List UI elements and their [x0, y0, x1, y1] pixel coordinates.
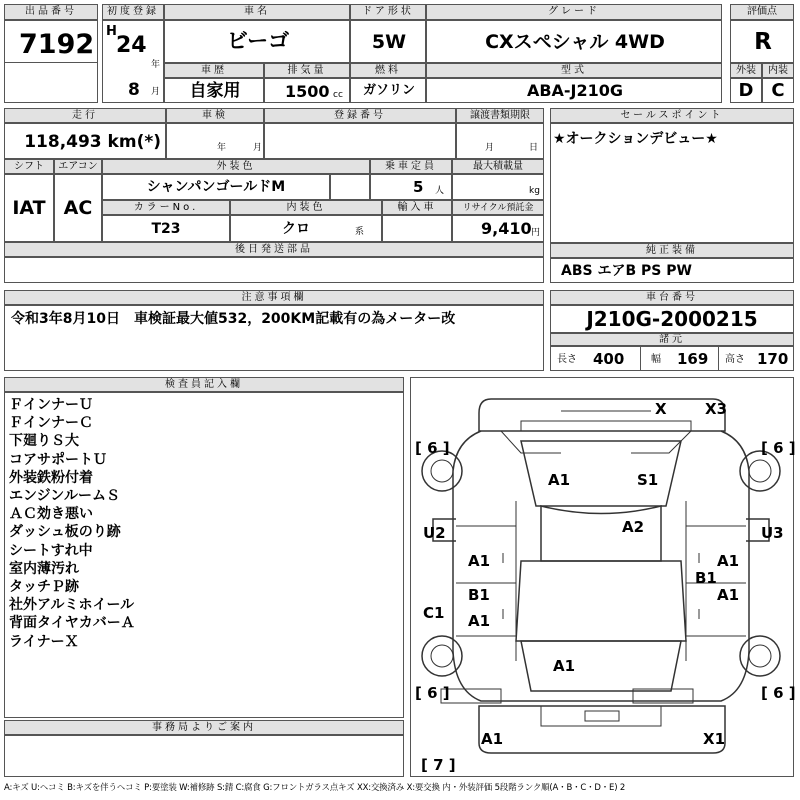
- mark-hood-left: A1: [548, 471, 571, 489]
- model-code-header: 型式: [426, 63, 722, 78]
- era: H: [106, 24, 117, 39]
- ext-color-box: [102, 174, 330, 200]
- inspector-note: ＡＣ効き悪い: [9, 506, 93, 523]
- ext-color-header: 外装色: [102, 159, 370, 174]
- car-outline: [411, 378, 793, 776]
- capacity: 5: [413, 178, 424, 196]
- sales-point: ★オークションデビュー★: [553, 131, 718, 147]
- aircon: AC: [63, 197, 93, 219]
- interior-score: C: [771, 80, 785, 101]
- mileage: 118,493 km(*): [24, 132, 161, 152]
- lot-no-header: 出品番号: [4, 4, 98, 20]
- later-parts-header: 後日発送部品: [4, 242, 544, 257]
- inspector-note: タッチＰ跡: [9, 579, 79, 596]
- import-box: [382, 215, 452, 242]
- max-load-box: [452, 174, 544, 200]
- chassis-header: 車台番号: [550, 290, 794, 305]
- reg-no-box: [264, 123, 456, 159]
- year-unit: 年: [151, 60, 161, 70]
- width-label: 幅: [651, 354, 661, 365]
- caution-header: 注意事項欄: [4, 290, 544, 305]
- inspection-header: 車検: [166, 108, 264, 123]
- grade-header: グレード: [426, 4, 722, 20]
- transfer-day-unit: 日: [529, 143, 539, 153]
- mark-tire-rr: [ 6 ]: [761, 684, 796, 702]
- exterior-header: 外装: [730, 63, 762, 78]
- aircon-header: エアコン: [54, 159, 102, 174]
- mark-tire-rl: [ 6 ]: [415, 684, 450, 702]
- grade: CXスペシャル 4WD: [485, 31, 665, 53]
- mark-roof-front: A2: [622, 518, 645, 536]
- aircon-box: [54, 174, 102, 242]
- mark-tire-fl: [ 6 ]: [415, 439, 450, 457]
- score-header: 評価点: [730, 4, 794, 20]
- capacity-unit: 人: [435, 186, 445, 196]
- inspection-box: [166, 123, 264, 159]
- genuine-equipment: ABS エアB PS PW: [561, 263, 692, 279]
- mileage-box: [4, 123, 166, 159]
- mark-left-rear-fender: C1: [423, 604, 445, 622]
- interior-box: [762, 78, 794, 103]
- score: R: [754, 29, 772, 55]
- shift: IAT: [12, 197, 46, 219]
- caution-text: 令和3年8月10日 車検証最大値532，200KM記載有の為メーター改: [11, 311, 456, 327]
- car-name-box: [164, 20, 350, 63]
- genuine-equipment-header: 純正装備: [550, 243, 794, 258]
- transfer-box: [456, 123, 544, 159]
- inspector-note: 下廻りＳ大: [9, 433, 79, 450]
- inspector-box: [4, 392, 404, 718]
- mark-front-bumper: X: [655, 400, 667, 418]
- ext-color: シャンパンゴールドM: [146, 179, 286, 195]
- reg-month: 8: [128, 80, 140, 100]
- specs-header: 諸元: [550, 333, 794, 346]
- office-box: [4, 735, 404, 777]
- specs-box: [550, 346, 794, 371]
- width: 169: [677, 350, 709, 368]
- mark-spare: [ 7 ]: [421, 756, 456, 774]
- displacement-header: 排気量: [264, 63, 350, 78]
- mark-hood-right: S1: [637, 471, 659, 489]
- int-color: クロ: [282, 221, 310, 237]
- model-code: ABA-J210G: [526, 81, 624, 100]
- lot-no: 7192: [19, 29, 95, 60]
- inspector-notes-list: [9, 396, 135, 651]
- recycle-fee: 9,410: [481, 219, 532, 238]
- ext-color-extra: [330, 174, 370, 200]
- recycle-box: [452, 215, 544, 242]
- grade-box: [426, 20, 722, 63]
- month-unit: 月: [151, 87, 161, 97]
- exterior-score: D: [738, 80, 754, 101]
- interior-header: 内装: [762, 63, 794, 78]
- office-header: 事務局よりご案内: [4, 720, 404, 735]
- inspection-month-unit: 月: [253, 143, 263, 153]
- chassis-box: [550, 305, 794, 333]
- displacement: 1500: [285, 82, 330, 101]
- int-color-header: 内装色: [230, 200, 382, 215]
- mark-right-rear-door: A1: [717, 586, 740, 604]
- mileage-header: 走行: [4, 108, 166, 123]
- displacement-box: [264, 78, 350, 103]
- inspector-note: ＦインナーＣ: [9, 415, 93, 432]
- model-code-box: [426, 78, 722, 103]
- mark-left-fender: U2: [423, 524, 446, 542]
- later-parts-box: [4, 257, 544, 283]
- height: 170: [757, 350, 789, 368]
- door-box: [350, 20, 426, 63]
- shift-header: シフト: [4, 159, 54, 174]
- inspector-note: シートすれ中: [9, 542, 93, 559]
- int-color-unit: 系: [355, 227, 365, 237]
- recycle-unit: 円: [531, 228, 541, 238]
- inspector-note: コアサポートＵ: [9, 451, 107, 468]
- car-name-header: 車名: [164, 4, 350, 20]
- caution-box: [4, 305, 544, 371]
- legend: A:キズ U:ヘコミ B:キズを伴うヘコミ P:要塗装 W:補修跡 S:錆 C:腐食 G:フロントガラス点キズ XX:交換済み X:要交換 内・外装評価 5段階ランク順(A・B・C・D・E) 2: [4, 783, 626, 793]
- mark-right-fender: U3: [761, 524, 784, 542]
- color-no-header: カラーNo.: [102, 200, 230, 215]
- max-load-unit: kg: [529, 186, 540, 196]
- mark-left-rear-door: A1: [468, 612, 491, 630]
- chassis-no: J210G-2000215: [586, 307, 758, 331]
- inspector-note: エンジンルームＳ: [9, 488, 120, 505]
- car-name: ビーゴ: [226, 29, 290, 53]
- mark-rear-left: A1: [481, 730, 504, 748]
- color-no: T23: [151, 221, 181, 237]
- history-header: 車歴: [164, 63, 264, 78]
- door-type: 5W: [371, 31, 407, 53]
- transfer-header: 譲渡書類期限: [456, 108, 544, 123]
- mark-tire-fr: [ 6 ]: [761, 439, 796, 457]
- genuine-equipment-box: [550, 258, 794, 283]
- fuel-box: [350, 78, 426, 103]
- fuel: ガソリン: [362, 83, 415, 98]
- inspector-note: ライナーＸ: [9, 633, 79, 650]
- sales-point-box: [550, 123, 794, 243]
- inspector-note: 社外アルミホイール: [9, 597, 135, 614]
- mark-rear-roof: A1: [553, 657, 576, 675]
- door-header: ドア形状: [350, 4, 426, 20]
- history-box: [164, 78, 264, 103]
- transfer-month-unit: 月: [485, 143, 495, 153]
- inspector-note: ＦインナーＵ: [9, 397, 93, 413]
- reg-year: 24: [116, 33, 147, 58]
- length: 400: [593, 350, 625, 368]
- recycle-header: リサイクル預託金: [452, 200, 544, 215]
- int-color-box: [230, 215, 382, 242]
- mark-rear-right: X1: [703, 730, 726, 748]
- height-label: 高さ: [725, 354, 745, 365]
- inspector-note: 室内薄汚れ: [9, 560, 79, 577]
- inspector-note: ダッシュ板のり跡: [9, 524, 121, 541]
- color-no-box: [102, 215, 230, 242]
- score-box: [730, 20, 794, 63]
- mark-right-center: B1: [695, 569, 717, 587]
- first-reg-box: [102, 20, 164, 103]
- first-reg-header: 初度登録: [102, 4, 164, 20]
- car-history: 自家用: [189, 81, 241, 101]
- displacement-unit: cc: [333, 90, 343, 100]
- mark-left-front-door: A1: [468, 552, 491, 570]
- inspector-note: 背面タイヤカバーＡ: [9, 615, 135, 632]
- import-header: 輸入車: [382, 200, 452, 215]
- fuel-header: 燃料: [350, 63, 426, 78]
- mark-left-rear-door-b: B1: [468, 586, 490, 604]
- shift-box: [4, 174, 54, 242]
- sales-point-header: セールスポイント: [550, 108, 794, 123]
- damage-diagram: [410, 377, 794, 777]
- inspector-header: 検査員記入欄: [4, 377, 404, 392]
- mark-right-front-door: A1: [717, 552, 740, 570]
- exterior-box: [730, 78, 762, 103]
- inspection-year-unit: 年: [217, 143, 227, 153]
- mark-front-corner: X3: [705, 400, 728, 418]
- capacity-box: [370, 174, 452, 200]
- capacity-header: 乗車定員: [370, 159, 452, 174]
- inspector-note: 外装鉄粉付着: [9, 469, 93, 486]
- max-load-header: 最大積載量: [452, 159, 544, 174]
- reg-no-header: 登録番号: [264, 108, 456, 123]
- length-label: 長さ: [557, 354, 577, 365]
